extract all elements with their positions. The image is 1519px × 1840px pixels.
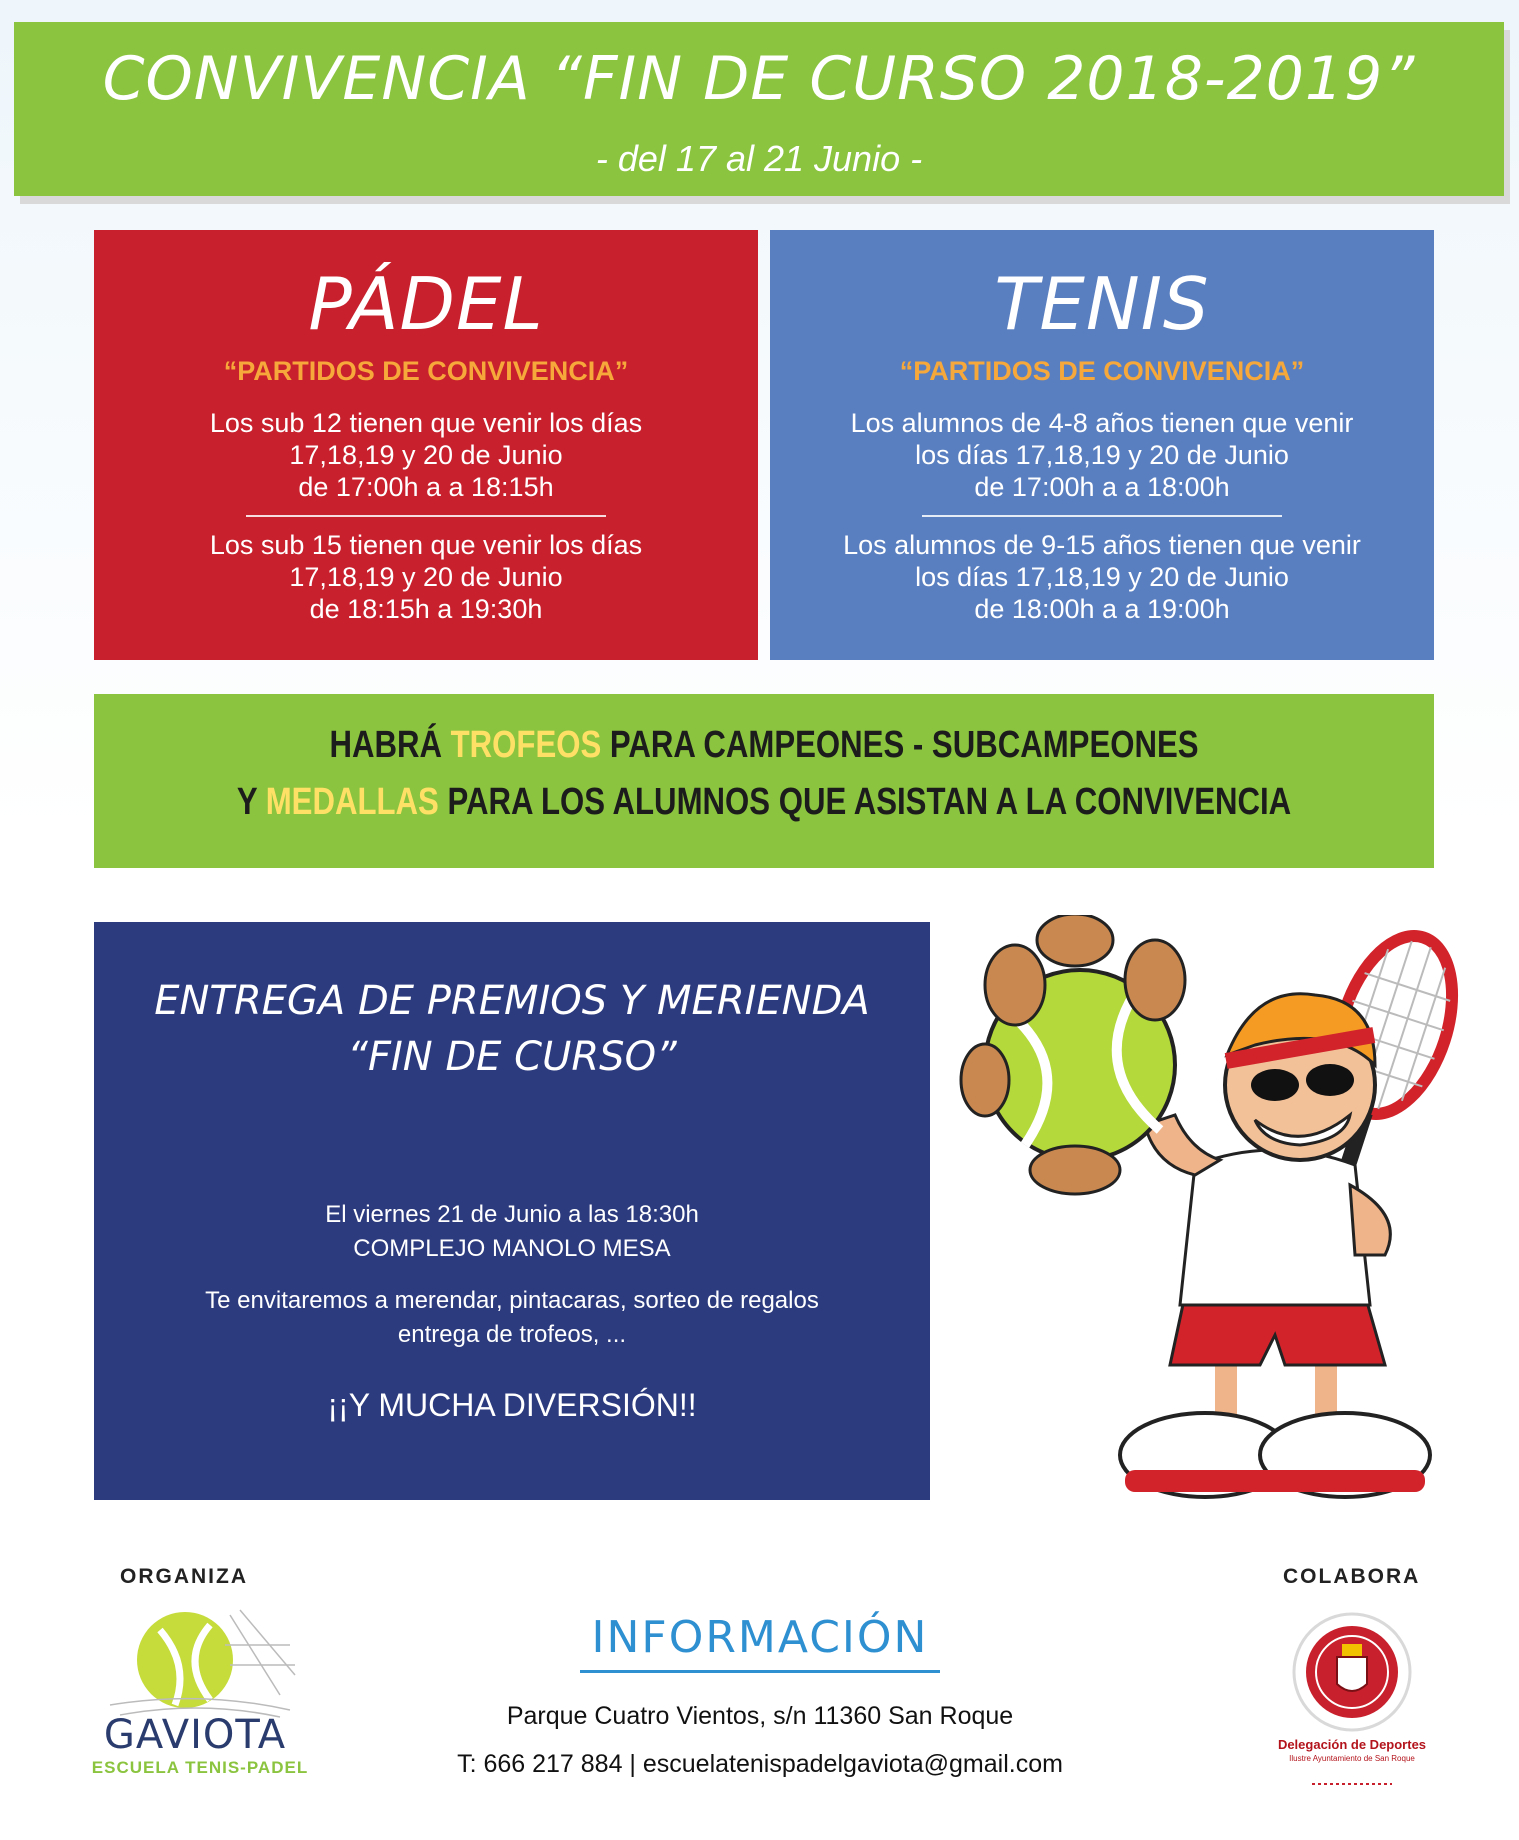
trophies-line-2	[215, 781, 1314, 824]
medals-highlight: MEDALLAS	[265, 781, 439, 823]
padel-divider	[246, 515, 606, 517]
tenis-group2-line2: los días 17,18,19 y 20 de Junio	[915, 562, 1289, 592]
awards-fun-text: ¡¡Y MUCHA DIVERSIÓN!!	[327, 1387, 697, 1423]
awards-title-line-2: “FIN DE CURSO”	[347, 1034, 677, 1080]
padel-title: PÁDEL	[308, 262, 544, 346]
padel-subtitle: “PARTIDOS DE CONVIVENCIA”	[223, 356, 629, 386]
trophies-line-1-end: PARA CAMPEONES - SUBCAMPEONES	[601, 724, 1199, 766]
trophies-highlight: TROFEOS	[450, 724, 602, 766]
padel-group2-line3: de 18:15h a 19:30h	[309, 594, 543, 624]
awards-panel	[94, 922, 930, 1500]
info-underline	[580, 1670, 940, 1673]
organizer-tagline: ESCUELA TENIS-PADEL	[91, 1758, 309, 1777]
trophies-banner	[94, 694, 1434, 868]
awards-invite-line-1: Te envitaremos a merendar, pintacaras, sorteo de regalos	[205, 1287, 819, 1314]
info-contact: T: 666 217 884 | escuelatenispadelgaviota@gmail.com	[457, 1750, 1063, 1778]
awards-when-line-1: El viernes 21 de Junio a las 18:30h	[325, 1201, 699, 1228]
tenis-subtitle: “PARTIDOS DE CONVIVENCIA”	[899, 356, 1305, 386]
colabora-label: COLABORA	[1283, 1565, 1421, 1588]
awards-invite-line-2: entrega de trofeos, ...	[397, 1321, 627, 1348]
tenis-panel	[770, 230, 1434, 660]
padel-group2-line2: 17,18,19 y 20 de Junio	[289, 562, 563, 592]
page-date-range: - del 17 al 21 Junio -	[595, 138, 923, 179]
padel-group2-line1: Los sub 15 tienen que venir los días	[209, 530, 643, 560]
info-address: Parque Cuatro Vientos, s/n 11360 San Roque	[506, 1702, 1014, 1730]
organizer-name: GAVIOTA	[103, 1712, 287, 1758]
trophies-line-1-start: HABRÁ	[329, 724, 451, 766]
tenis-group1-line1: Los alumnos de 4-8 años tienen que venir	[850, 408, 1354, 438]
awards-title-line-1: ENTREGA DE PREMIOS Y MERIENDA	[154, 978, 870, 1024]
trophies-line-2-end: PARA LOS ALUMNOS QUE ASISTAN A LA CONVIVENCIA	[438, 781, 1292, 823]
awards-when-line-2: COMPLEJO MANOLO MESA	[353, 1235, 671, 1262]
collaborator-name: Delegación de Deportes	[1277, 1737, 1427, 1752]
page-title: CONVIVENCIA “FIN DE CURSO 2018-2019”	[102, 44, 1416, 114]
tenis-group2-line3: de 18:00h a a 19:00h	[974, 594, 1230, 624]
trophies-line-1	[215, 724, 1314, 767]
collaborator-subtitle: Ilustre Ayuntamiento de San Roque	[1289, 1754, 1415, 1763]
tenis-group2-line1: Los alumnos de 9-15 años tienen que venir	[843, 530, 1361, 560]
trophies-line-2-start: Y	[236, 781, 266, 823]
tenis-group1-line2: los días 17,18,19 y 20 de Junio	[915, 440, 1289, 470]
tennis-kid-mascot-icon	[955, 915, 1500, 1515]
organiza-label: ORGANIZA	[120, 1565, 248, 1588]
padel-panel	[94, 230, 758, 660]
padel-group1-line2: 17,18,19 y 20 de Junio	[289, 440, 563, 470]
tenis-divider	[922, 515, 1282, 517]
info-title: INFORMACIÓN	[591, 1612, 929, 1663]
tenis-title: TENIS	[994, 262, 1210, 346]
tenis-group1-line3: de 17:00h a a 18:00h	[974, 472, 1230, 502]
padel-group1-line3: de 17:00h a a 18:15h	[298, 472, 554, 502]
padel-group1-line1: Los sub 12 tienen que venir los días	[209, 408, 643, 438]
header-banner	[14, 22, 1504, 196]
